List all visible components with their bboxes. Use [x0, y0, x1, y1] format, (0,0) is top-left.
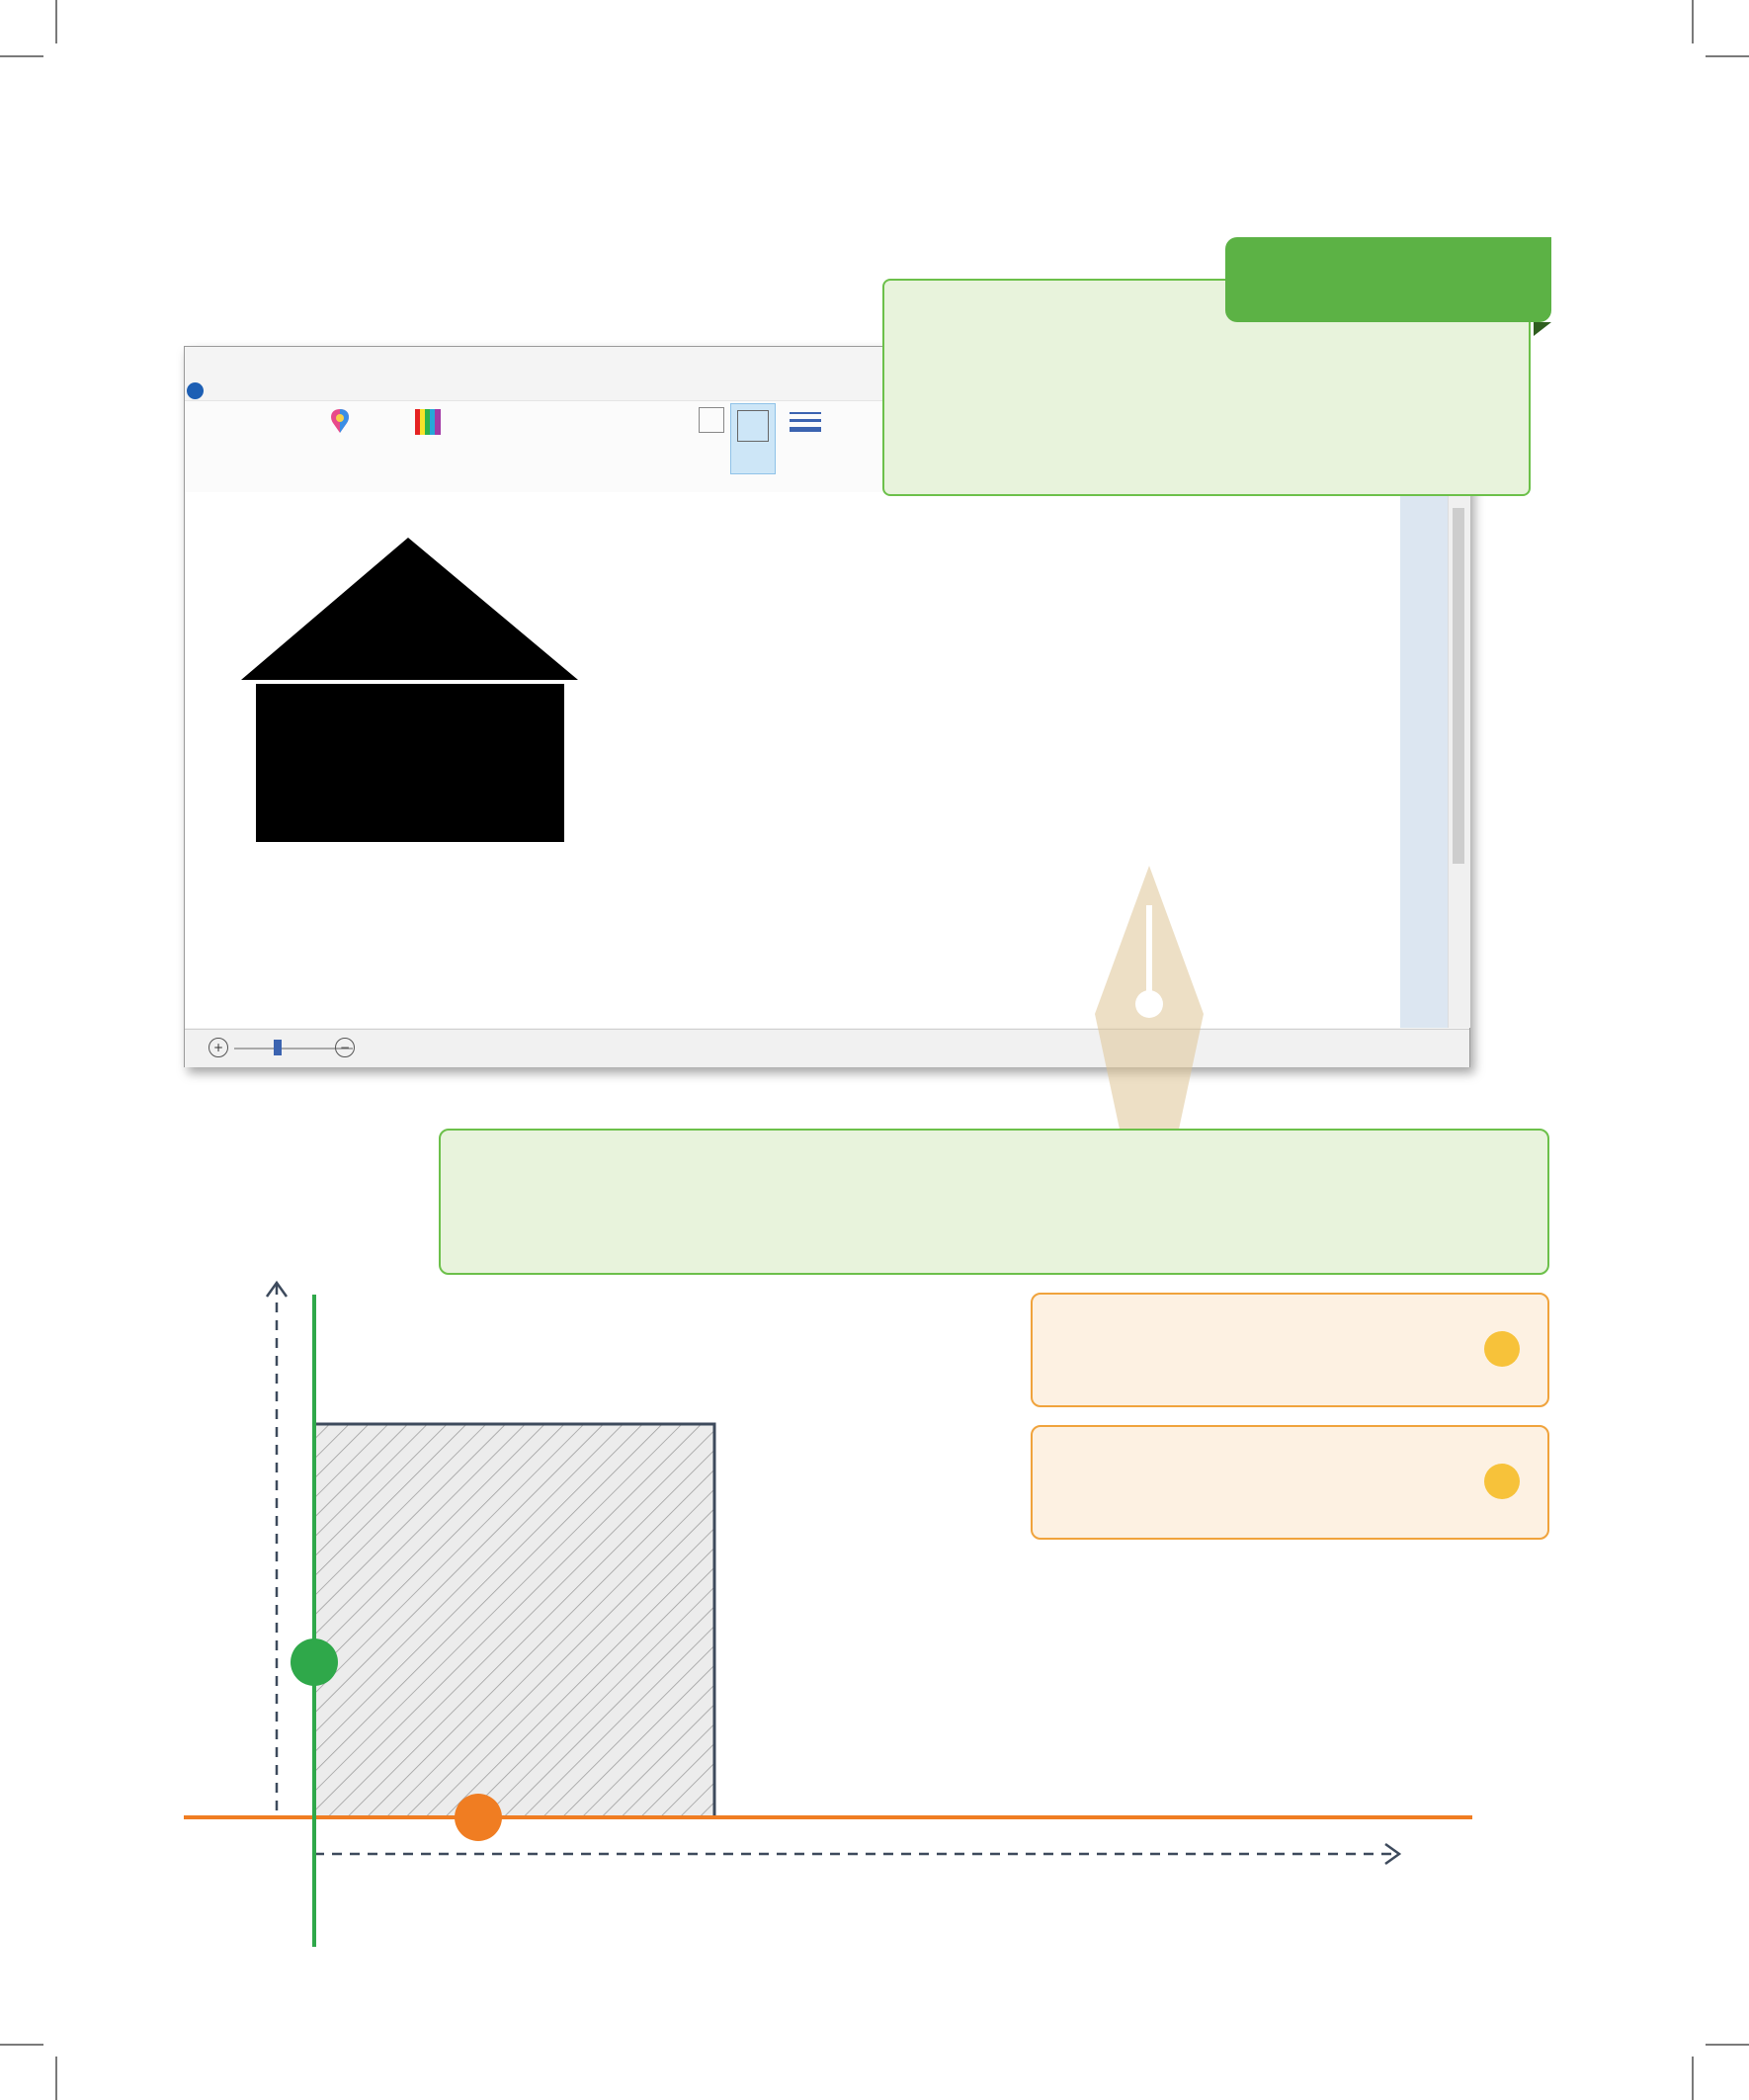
info-box — [439, 1129, 1549, 1275]
x-axis-note — [1419, 1328, 1520, 1370]
color1-button[interactable] — [730, 403, 776, 474]
crop-mark — [1692, 2057, 1694, 2100]
y-axis-note — [1419, 1461, 1520, 1502]
coordinate-grid-diagram — [0, 1166, 1749, 1957]
status-bar — [185, 1029, 1469, 1067]
number-badge-2 — [1484, 1464, 1520, 1499]
crop-mark — [1706, 55, 1749, 57]
crop-mark — [1692, 0, 1694, 43]
crop-mark — [55, 2057, 57, 2100]
color1-swatch — [737, 410, 769, 442]
crop-mark — [1706, 2044, 1749, 2046]
tab-fold — [1534, 322, 1551, 336]
y-badge — [1427, 1461, 1468, 1502]
edit-colors-button[interactable] — [404, 407, 452, 440]
crop-mark — [0, 2044, 43, 2046]
house-drawing — [185, 492, 1400, 1028]
x-axis-badge — [455, 1794, 502, 1841]
number-badge-1 — [1484, 1331, 1520, 1367]
color2-swatch — [699, 407, 724, 433]
drawing-canvas[interactable] — [185, 492, 1400, 1028]
window-controls — [199, 353, 335, 374]
crop-mark — [55, 0, 57, 43]
scrollbar-thumb[interactable] — [1453, 508, 1464, 864]
square-shape — [314, 1424, 714, 1817]
size-button[interactable] — [784, 409, 827, 440]
crop-mark — [0, 55, 43, 57]
definition-tab — [1225, 237, 1551, 322]
color-wheel-icon — [413, 407, 443, 437]
paint3d-icon — [327, 407, 353, 437]
pen-nib-watermark — [1085, 866, 1213, 1162]
x-badge — [1427, 1328, 1468, 1370]
help-icon[interactable] — [187, 382, 204, 399]
zoom-in-icon[interactable]: + — [208, 1038, 228, 1057]
rectangle-wall — [256, 684, 564, 842]
triangle-roof — [241, 538, 578, 680]
vertical-scrollbar[interactable] — [1448, 492, 1470, 1028]
zoom-out-icon[interactable]: − — [335, 1038, 355, 1057]
line-width-icon — [788, 409, 823, 437]
color2-button[interactable] — [697, 407, 726, 437]
edit-paint3d-button[interactable] — [295, 407, 384, 440]
zoom-slider-thumb[interactable] — [274, 1040, 282, 1055]
y-axis-badge — [291, 1638, 338, 1686]
canvas-area — [185, 492, 1469, 1028]
